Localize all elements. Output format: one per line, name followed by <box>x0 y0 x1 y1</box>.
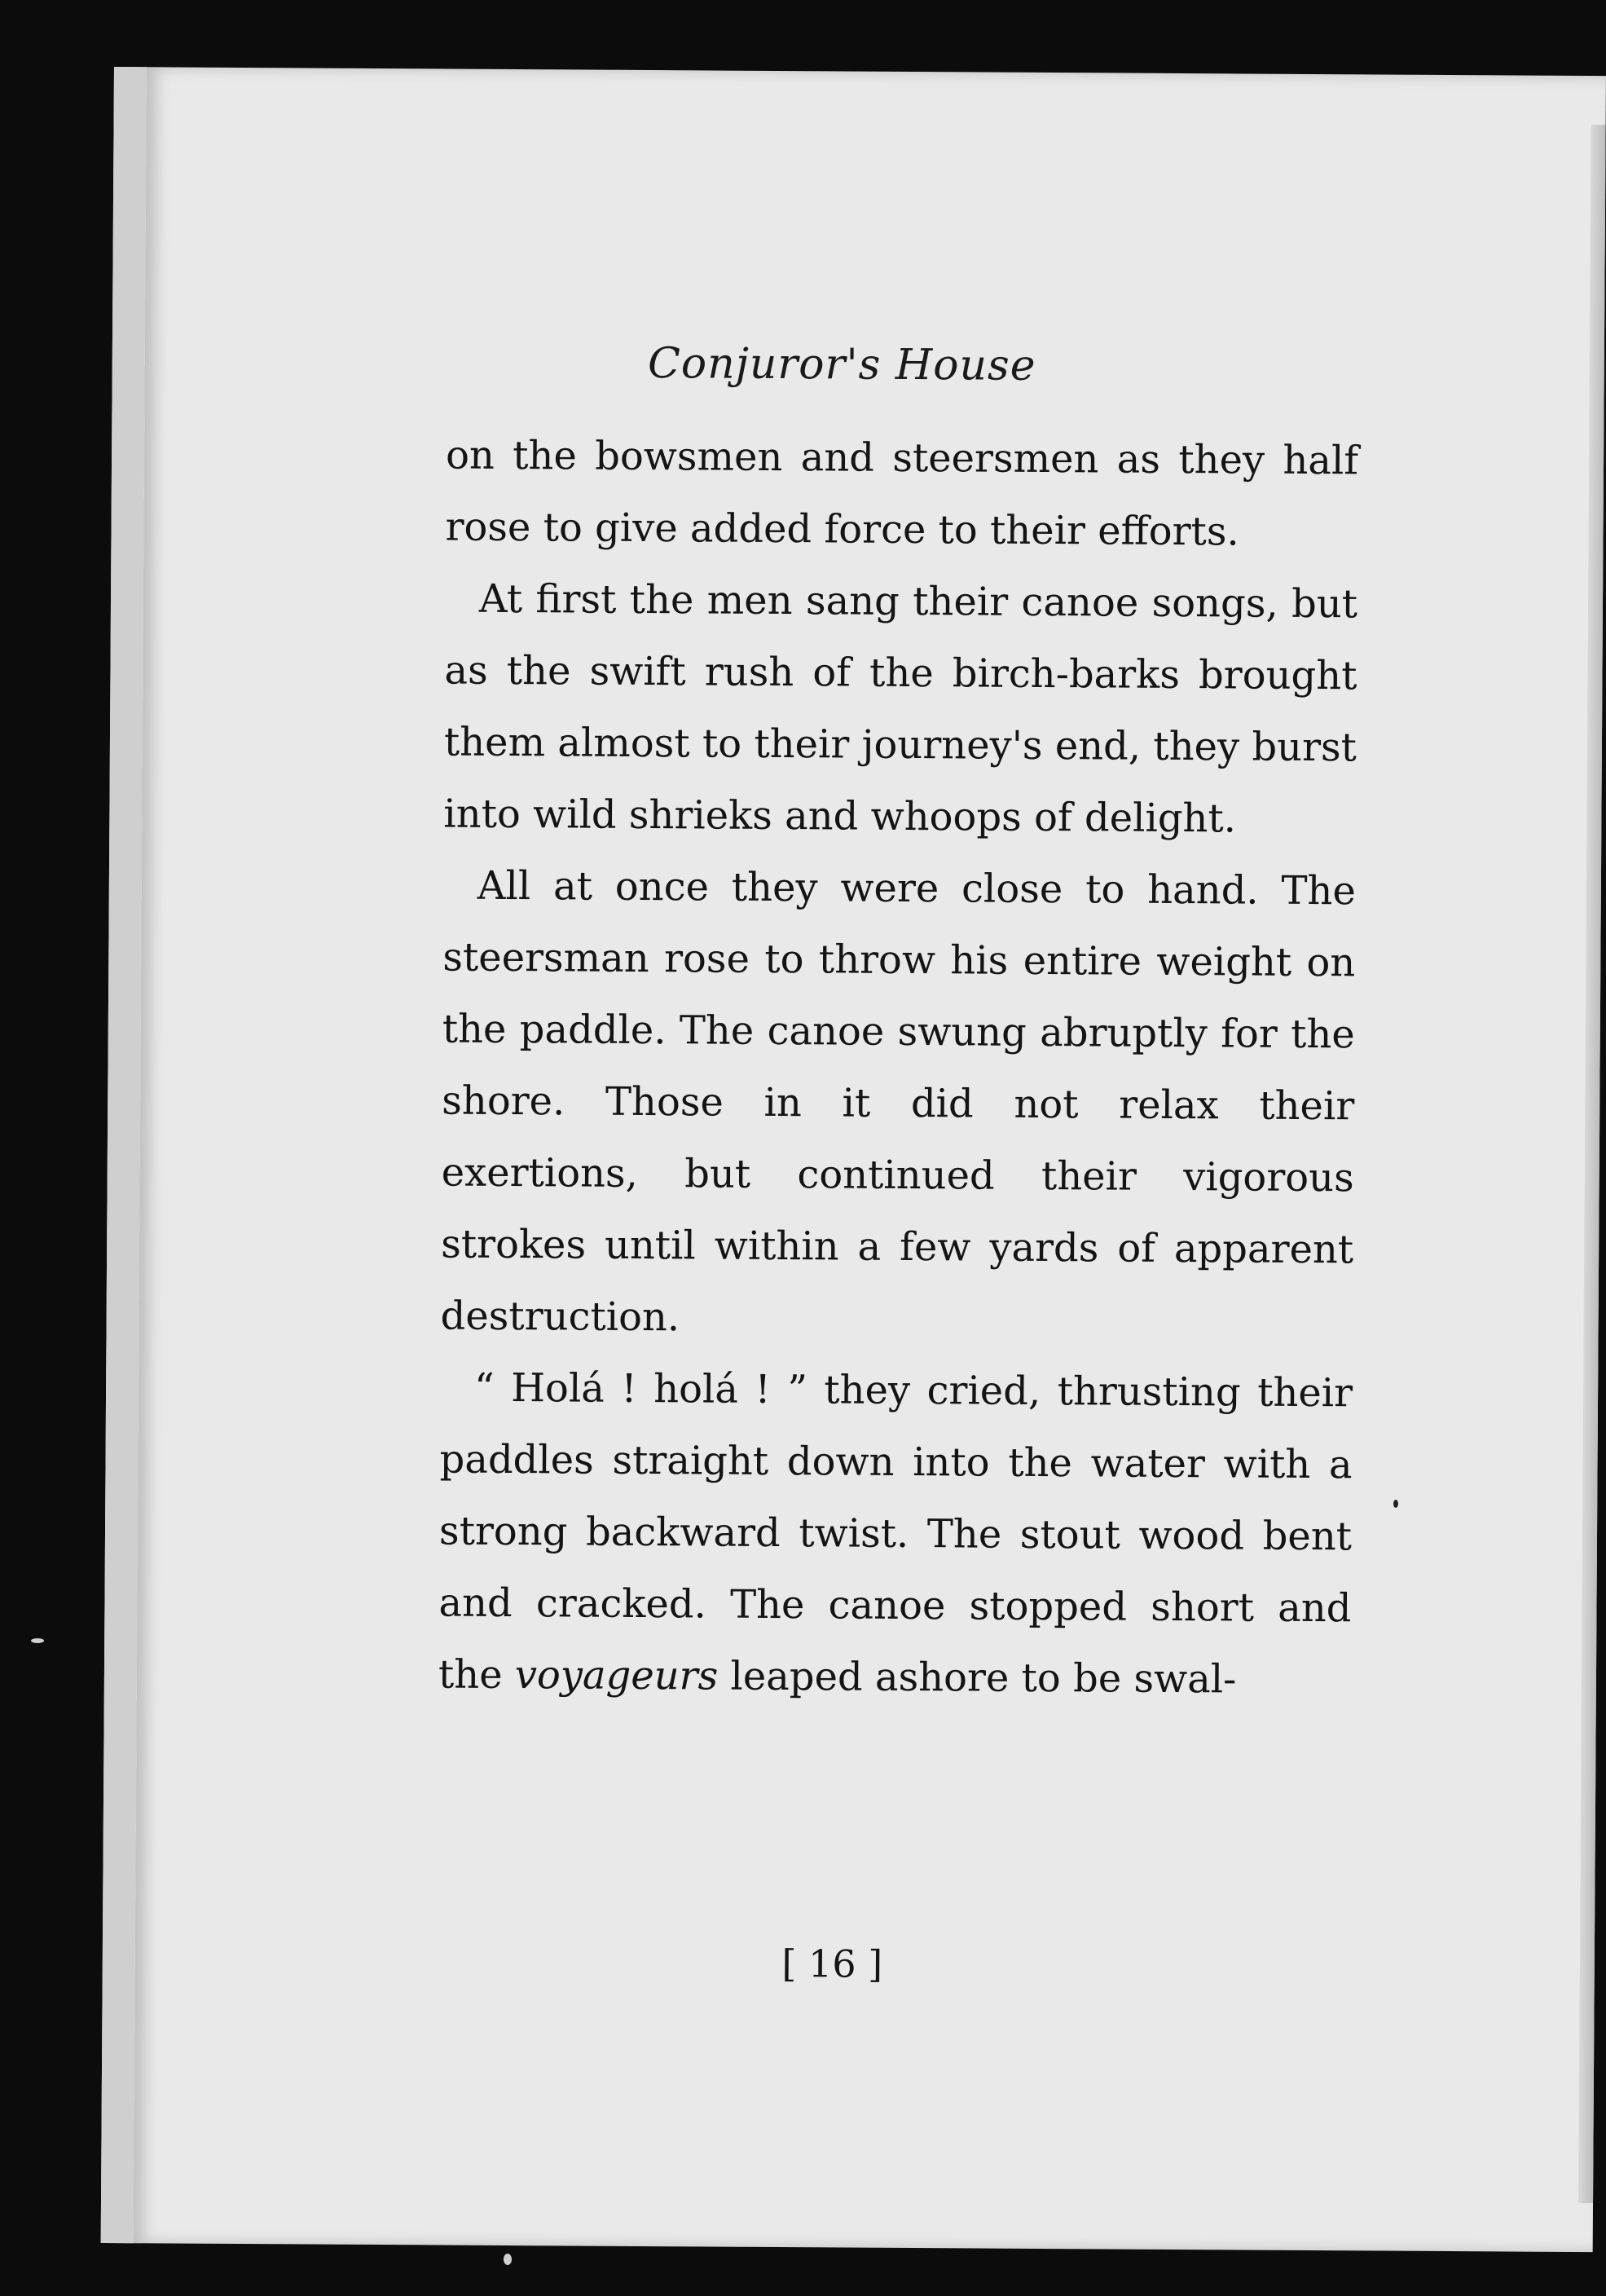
body-text <box>438 419 1359 1716</box>
dust-speck <box>1393 1500 1398 1508</box>
paragraph-4-end: leaped ashore to be swal- <box>718 1653 1237 1703</box>
paragraph-4-italic-word: voyageurs <box>514 1652 719 1699</box>
running-head: Conjuror's House <box>647 339 1036 390</box>
paragraph-2: At first the men sang their canoe songs, but as the swift rush of the birch-barks brought them almost to their journey's end, they burst into wild shrieks and whoops of delight. <box>443 575 1358 842</box>
dust-speck <box>31 1638 44 1643</box>
paragraph-1: on the bowsmen and steersmen as they half rose to give added force to their efforts. <box>445 432 1359 555</box>
book-page <box>101 67 1606 2252</box>
paragraph-4 <box>438 1351 1353 1716</box>
dust-speck <box>504 2254 512 2265</box>
page-number: [ 16 ] <box>781 1941 883 1986</box>
paragraph-3: All at once they were close to hand. The steersman rose to throw his entire weight on the paddle. The canoe swung abruptly for the shore. Those in it did not relax their exertions, but continued their vigorous strokes until within a few yards of apparent destruction. <box>440 862 1357 1341</box>
paragraph-4-start: “ Holá ! holá ! ” they cried, thrusting their paddles straight down into the water with a strong backward twist. The stout wood bent and cracked. The canoe stopped short and the <box>438 1364 1353 1699</box>
